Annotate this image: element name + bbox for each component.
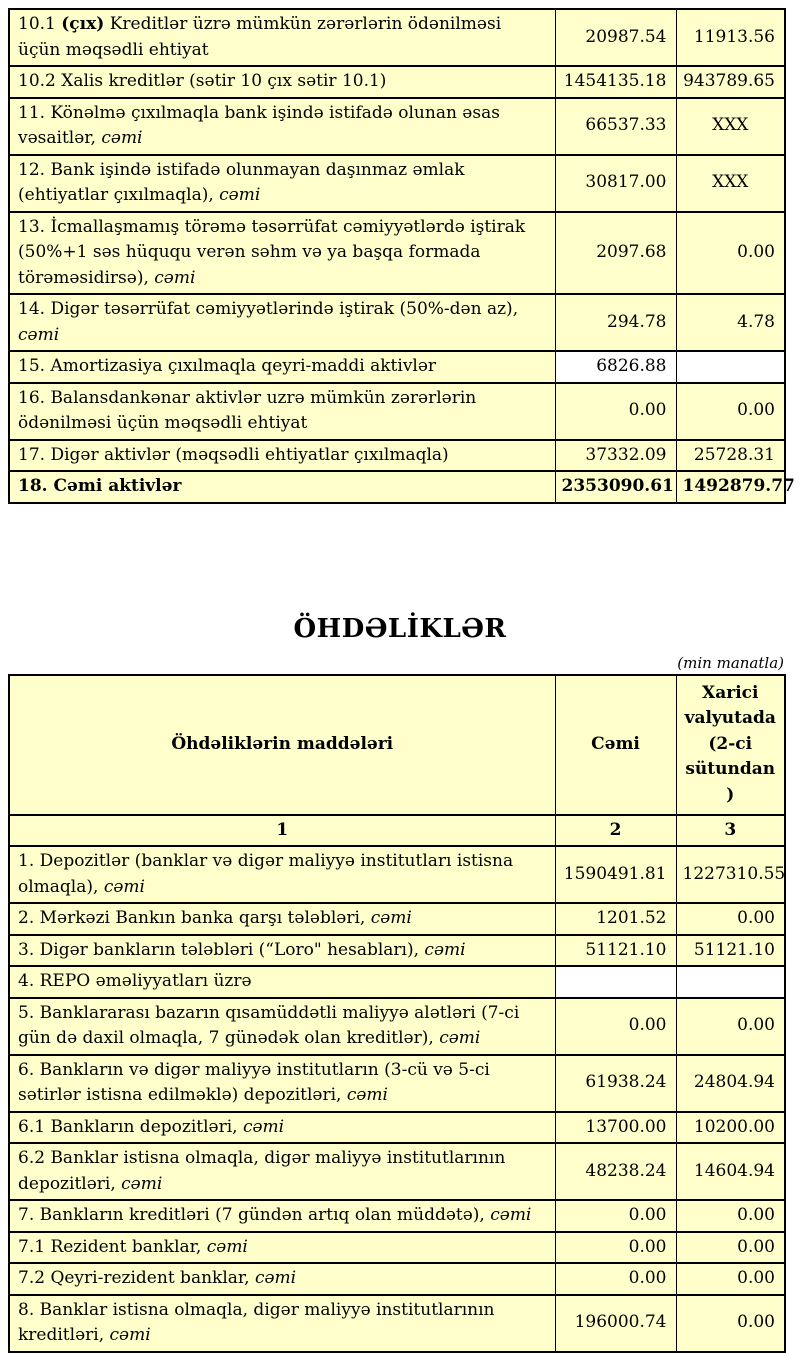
row-value-total <box>555 966 676 998</box>
row-value-total: 0.00 <box>555 1263 676 1295</box>
row-value-foreign: 0.00 <box>676 903 785 935</box>
column-index-row <box>9 815 785 847</box>
row-label: 12. Bank işində istifadə olunmayan daşınmaz əmlak (ehtiyatlar çıxılmaqla), cəmi <box>9 155 555 212</box>
column-header-items: Öhdəliklərin maddələri <box>9 675 555 815</box>
assets-table <box>8 8 795 504</box>
row-value-foreign: 51121.10 <box>676 935 785 967</box>
row-value-total: 37332.09 <box>555 440 676 472</box>
assets-row <box>9 66 785 98</box>
liabilities-table-head <box>9 675 785 847</box>
row-label: 8. Banklar istisna olmaqla, digər maliyyə institutlarının kreditləri, cəmi <box>9 1295 555 1352</box>
row-value-foreign: XXX <box>676 155 785 212</box>
row-value-total: 1454135.18 <box>555 66 676 98</box>
assets-row <box>9 294 785 351</box>
assets-row <box>9 155 785 212</box>
row-value-foreign: 0.00 <box>676 1263 785 1295</box>
row-value-total: 294.78 <box>555 294 676 351</box>
liabilities-row <box>9 1112 785 1144</box>
row-value-foreign: 1492879.77 <box>676 471 785 503</box>
liabilities-table <box>8 674 786 1353</box>
row-value-total: 48238.24 <box>555 1143 676 1200</box>
row-value-foreign: 11913.56 <box>676 9 785 66</box>
row-value-foreign: 24804.94 <box>676 1055 785 1112</box>
assets-row <box>9 351 785 383</box>
row-label: 11. Könəlmə çıxılmaqla bank işində istifadə olunan əsas vəsaitlər, cəmi <box>9 98 555 155</box>
row-label: 16. Balansdankənar aktivlər uzrə mümkün zərərlərin ödənilməsi üçün məqsədli ehtiyat <box>9 383 555 440</box>
liabilities-header-row <box>9 675 785 815</box>
row-label: 5. Banklararası bazarın qısamüddətli maliyyə alətləri (7-ci gün də daxil olmaqla, 7 günədək olan kreditlər), cəmi <box>9 998 555 1055</box>
row-label: 7.1 Rezident banklar, cəmi <box>9 1232 555 1264</box>
row-label: 6. Bankların və digər maliyyə institutların (3-cü və 5-ci sətirlər istisna edilməklə) depozitləri, cəmi <box>9 1055 555 1112</box>
liabilities-row <box>9 935 785 967</box>
row-label: 1. Depozitlər (banklar və digər maliyyə institutları istisna olmaqla), cəmi <box>9 846 555 903</box>
row-value-foreign <box>676 351 785 383</box>
row-value-foreign: 0.00 <box>676 212 785 295</box>
row-value-total: 2353090.61 <box>555 471 676 503</box>
liabilities-row <box>9 1232 785 1264</box>
row-label: 6.2 Banklar istisna olmaqla, digər maliyyə institutlarının depozitləri, cəmi <box>9 1143 555 1200</box>
assets-row <box>9 383 785 440</box>
row-value-total: 6826.88 <box>555 351 676 383</box>
liabilities-row <box>9 846 785 903</box>
row-label: 4. REPO əməliyyatları üzrə <box>9 966 555 998</box>
assets-row <box>9 212 785 295</box>
row-value-foreign: XXX <box>676 98 785 155</box>
column-header-total: Cəmi <box>555 675 676 815</box>
row-value-foreign: 0.00 <box>676 1295 785 1352</box>
liabilities-table-body <box>9 846 785 1352</box>
row-label: 10.2 Xalis kreditlər (sətir 10 çıx sətir 10.1) <box>9 66 555 98</box>
liabilities-row <box>9 1295 785 1352</box>
column-index-1: 1 <box>9 815 555 847</box>
row-label: 14. Digər təsərrüfat cəmiyyətlərində iştirak (50%-dən az), cəmi <box>9 294 555 351</box>
row-value-foreign: 4.78 <box>676 294 785 351</box>
row-value-foreign: 943789.65 <box>676 66 785 98</box>
row-value-foreign <box>676 966 785 998</box>
row-value-total: 1590491.81 <box>555 846 676 903</box>
liabilities-row <box>9 998 785 1055</box>
assets-row <box>9 98 785 155</box>
row-value-total: 0.00 <box>555 383 676 440</box>
column-header-foreign: Xarici valyutada (2-ci sütundan) <box>676 675 785 815</box>
row-label: 7.2 Qeyri-rezident banklar, cəmi <box>9 1263 555 1295</box>
row-value-foreign: 25728.31 <box>676 440 785 472</box>
assets-table-body <box>9 9 795 503</box>
row-value-total: 66537.33 <box>555 98 676 155</box>
row-label: 10.1 (çıx) Kreditlər üzrə mümkün zərərlərin ödənilməsi üçün məqsədli ehtiyat <box>9 9 555 66</box>
document-page <box>0 8 800 1345</box>
row-label: 3. Digər bankların tələbləri (“Loro" hesabları), cəmi <box>9 935 555 967</box>
row-value-foreign: 14604.94 <box>676 1143 785 1200</box>
liabilities-section-title: ÖHDƏLİKLƏR <box>293 613 507 644</box>
row-value-total: 0.00 <box>555 1232 676 1264</box>
column-index-2: 2 <box>555 815 676 847</box>
liabilities-row <box>9 1055 785 1112</box>
row-value-total: 0.00 <box>555 998 676 1055</box>
assets-row <box>9 440 785 472</box>
row-label: 6.1 Bankların depozitləri, cəmi <box>9 1112 555 1144</box>
row-value-total: 20987.54 <box>555 9 676 66</box>
liabilities-row <box>9 1200 785 1232</box>
row-label: 7. Bankların kreditləri (7 gündən artıq olan müddətə), cəmi <box>9 1200 555 1232</box>
row-label: 17. Digər aktivlər (məqsədli ehtiyatlar çıxılmaqla) <box>9 440 555 472</box>
row-value-foreign: 10200.00 <box>676 1112 785 1144</box>
row-label: 15. Amortizasiya çıxılmaqla qeyri-maddi aktivlər <box>9 351 555 383</box>
row-label: 2. Mərkəzi Bankın banka qarşı tələbləri, cəmi <box>9 903 555 935</box>
row-value-foreign: 0.00 <box>676 1200 785 1232</box>
liabilities-row <box>9 1143 785 1200</box>
row-value-foreign: 0.00 <box>676 998 785 1055</box>
row-label: 13. İcmallaşmamış törəmə təsərrüfat cəmiyyətlərdə iştirak (50%+1 səs hüququ verən səhm və ya başqa formada törəməsidirsə), cəmi <box>9 212 555 295</box>
unit-note: (min manatla) <box>677 653 784 672</box>
row-value-foreign: 0.00 <box>676 383 785 440</box>
row-label: 18. Cəmi aktivlər <box>9 471 555 503</box>
row-value-total: 61938.24 <box>555 1055 676 1112</box>
row-value-foreign: 1227310.55 <box>676 846 785 903</box>
liabilities-row <box>9 966 785 998</box>
row-value-foreign: 0.00 <box>676 1232 785 1264</box>
liabilities-row <box>9 1263 785 1295</box>
row-value-total: 30817.00 <box>555 155 676 212</box>
row-value-total: 0.00 <box>555 1200 676 1232</box>
row-value-total: 196000.74 <box>555 1295 676 1352</box>
column-index-3: 3 <box>676 815 785 847</box>
row-value-total: 2097.68 <box>555 212 676 295</box>
assets-row <box>9 9 785 66</box>
row-value-total: 13700.00 <box>555 1112 676 1144</box>
liabilities-row <box>9 903 785 935</box>
row-value-total: 51121.10 <box>555 935 676 967</box>
assets-row <box>9 471 785 503</box>
row-value-total: 1201.52 <box>555 903 676 935</box>
